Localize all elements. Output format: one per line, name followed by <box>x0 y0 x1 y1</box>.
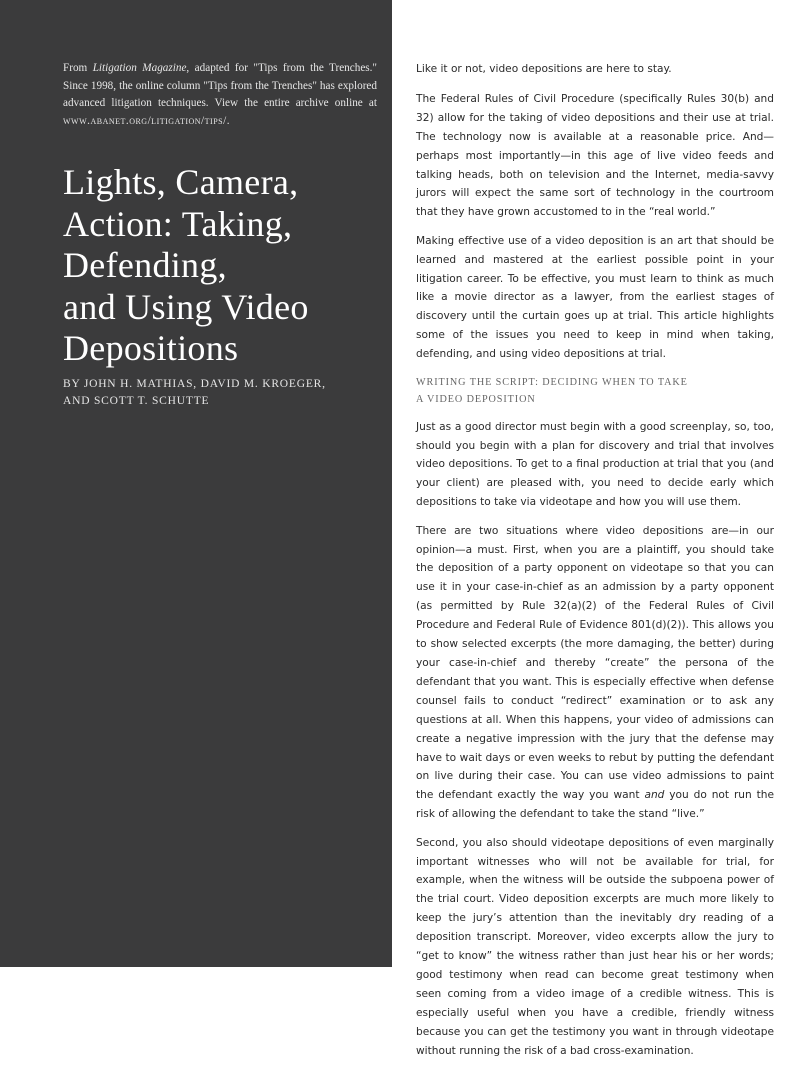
archive-url[interactable]: www.abanet.org/litigation/tips/ <box>63 114 227 127</box>
section-heading-line: WRITING THE SCRIPT: DECIDING WHEN TO TAKE <box>416 376 688 388</box>
byline-line: BY JOHN H. MATHIAS, DAVID M. KROEGER, <box>63 378 326 390</box>
paragraph: Making effective use of a video deposition is an art that should be learned and mastered at the earliest possible point in your litigation career. To be effective, you must learn to think as much like a movie director as a lawyer, from the earliest stages of discovery until the curtain goes up at trial. This article highlights some of the issues you need to keep in mind when taking, defending, and using video depositions at trial. <box>416 234 774 361</box>
paragraph: Second, you also should videotape depositions of even marginally important witnesses who will not be available for trial, for example, when the witness will be outside the subpoena power of the trial court. Video deposition excerpts are much more likely to keep the jury’s attention than the inevitably dry reading of a deposition transcript. Moreover, video excerpts allow the jury to “get to know” the witness rather than just hear his or her words; good testimony when read can become great testimony when seen coming from a video image of a credible witness. This is especially useful when you have a credible, friendly witness because you can get the testimony you want in through videotape without running the risk of a bad cross-examination. <box>416 836 774 1057</box>
paragraph <box>416 522 774 825</box>
title-line: Action: Taking, <box>63 203 293 244</box>
emphasis: and <box>644 789 665 802</box>
title-line: Lights, Camera, <box>63 162 299 202</box>
paragraph: Just as a good director must begin with a good screenplay, so, too, should you begin with a plan for discovery and trial that involves video depositions. To get to a final production at trial that you (and your client) are pleased with, you need to decide early which depositions to take via videotape and how you will use them. <box>416 420 774 509</box>
byline-line: AND SCOTT T. SCHUTTE <box>63 395 210 407</box>
title-line: Defending, <box>63 245 227 285</box>
title-panel <box>0 0 392 967</box>
paragraph-text: There are two situations where video depositions are—in our opinion—a must. First, when you are a plaintiff, you should take the deposition of a party opponent on videotape so that you can use it in your case-in-chief as an admission by a party opponent (as permitted by Rule 32(a)(2) of the Federal Rules of Civil Procedure and Federal Rule of Evidence 801(d)(2)). This allows you to show selected excerpts (the more damaging, the better) during your case-in-chief and thereby “create” the persona of the defendant that you want. This is especially effective when defense counsel fails to conduct “redirect” examination or to ask any questions at all. When this happens, your video of admissions can create a negative impression with the jury that the defense may have to wait days or even weeks to rebut by putting the defendant on live during their case. You can use video admissions to paint the defendant exactly the way you want <box>416 524 774 802</box>
source-note-text: From <box>63 62 93 74</box>
article-body <box>416 60 774 1070</box>
paragraph: The Federal Rules of Civil Procedure (specifically Rules 30(b) and 32) allow for the taking of video depositions and their use at trial. The technology now is available at a reasonable price. And—perhaps most importantly—in this age of live video feeds and talking heads, both on television and the Internet, media-savvy jurors will expect the same sort of technology in the courtroom that they have grown accustomed to in the “real world.” <box>416 92 774 219</box>
title-line: Depositions <box>63 328 239 368</box>
byline <box>63 376 383 410</box>
section-heading-line: A VIDEO DEPOSITION <box>416 393 536 405</box>
paragraph: Like it or not, video depositions are here to stay. <box>416 63 672 75</box>
title-line: and Using Video <box>63 286 309 327</box>
magazine-name: Litigation Magazine <box>92 62 187 74</box>
section-heading <box>416 374 774 408</box>
source-note <box>63 60 377 130</box>
source-note-text: , adapted for "Tips from the Trenches." Since 1998, the online column "Tips from the Trenches" has explored advanced litigation techniques. View the entire archive online at <box>63 62 377 109</box>
article-title <box>63 162 383 370</box>
paragraph-text: you do not run the risk of allowing the defendant to take the stand “live.” <box>416 789 774 821</box>
source-note-text: . <box>226 114 230 127</box>
